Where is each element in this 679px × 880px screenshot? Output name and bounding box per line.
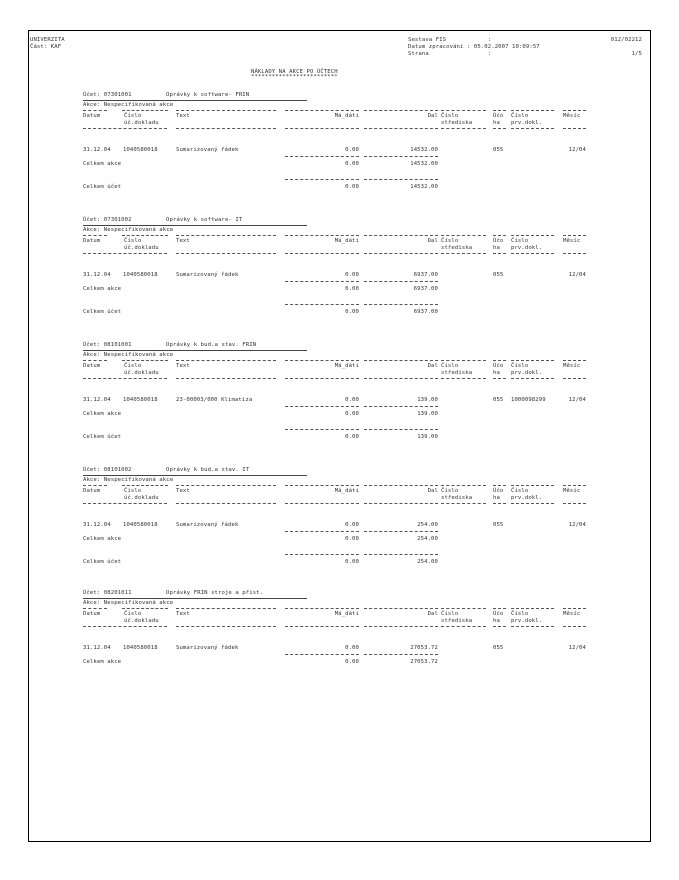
action-label: Akce: Nespecifikovaná akce bbox=[83, 477, 174, 483]
row-text: Sumarizovaný řádek bbox=[176, 272, 239, 278]
account-name: Oprávky k software- FRIN bbox=[166, 92, 250, 98]
column-header-credit: Dal bbox=[427, 488, 438, 494]
header-rule-prv bbox=[511, 253, 554, 254]
header-rule-ucet bbox=[493, 378, 506, 379]
account-underline bbox=[83, 598, 307, 599]
col-rule-md bbox=[285, 608, 359, 609]
col-rule-stredisko bbox=[441, 608, 486, 609]
column-header-text: Text bbox=[176, 488, 190, 494]
col-rule-datum bbox=[83, 110, 107, 111]
account-total-rule-md bbox=[285, 304, 359, 305]
column-header-center-sub: střediska bbox=[441, 618, 473, 624]
col-rule-md bbox=[285, 485, 359, 486]
row-account: 055 bbox=[493, 397, 504, 403]
col-rule-dal bbox=[364, 235, 438, 236]
col-rule-dal bbox=[364, 110, 438, 111]
col-rule-stredisko bbox=[441, 235, 486, 236]
row-month: 12/04 bbox=[568, 645, 586, 651]
col-rule-doklad bbox=[122, 608, 168, 609]
col-rule-dal bbox=[364, 360, 438, 361]
header-rule-left bbox=[83, 128, 167, 129]
col-rule-datum bbox=[83, 485, 107, 486]
header-rule-mesic bbox=[563, 378, 586, 379]
column-header-center-sub: střediska bbox=[441, 495, 473, 501]
account-total-rule-dal bbox=[364, 554, 438, 555]
row-account: 055 bbox=[493, 147, 504, 153]
column-header-doc-number-sub: úč.dokladu bbox=[124, 120, 159, 126]
column-header-primary-doc-sub: prv.dokl. bbox=[511, 495, 543, 501]
column-header-credit: Dal bbox=[427, 363, 438, 369]
action-total-debit: 0.00 bbox=[345, 659, 359, 665]
row-account: 055 bbox=[493, 522, 504, 528]
col-rule-mesic bbox=[563, 110, 586, 111]
column-header-account-sub: ha bbox=[493, 495, 500, 501]
column-header-primary-doc-sub: prv.dokl. bbox=[511, 618, 543, 624]
account-total-credit: 139.00 bbox=[417, 434, 438, 440]
processing-date: Datum zpracování : 05.02.2007 10:09:57 bbox=[408, 44, 540, 50]
column-header-center-sub: střediska bbox=[441, 245, 473, 251]
row-account: 055 bbox=[493, 272, 504, 278]
col-rule-text bbox=[176, 110, 276, 111]
column-header-text: Text bbox=[176, 363, 190, 369]
action-total-rule-dal bbox=[364, 156, 438, 157]
account-name: Oprávky FRIN stroje a přist. bbox=[166, 590, 264, 596]
col-rule-prv bbox=[511, 110, 554, 111]
column-header-debit: Má_dáti bbox=[334, 113, 359, 119]
col-rule-md bbox=[285, 235, 359, 236]
action-total-rule-md bbox=[285, 654, 359, 655]
row-doc-number: 1040580018 bbox=[123, 397, 158, 403]
action-total-label: Celkem akce bbox=[83, 161, 122, 167]
action-total-rule-dal bbox=[364, 406, 438, 407]
column-header-center-sub: střediska bbox=[441, 370, 473, 376]
account-name: Oprávky k bud.a stav. FRIN bbox=[166, 342, 257, 348]
column-header-account: Účo bbox=[493, 611, 504, 617]
col-rule-stredisko bbox=[441, 360, 486, 361]
header-rule-mesic bbox=[563, 626, 586, 627]
col-rule-doklad bbox=[122, 360, 168, 361]
row-doc-number: 1040580018 bbox=[123, 272, 158, 278]
col-rule-mesic bbox=[563, 235, 586, 236]
row-date: 31.12.04 bbox=[83, 272, 111, 278]
action-total-rule-dal bbox=[364, 531, 438, 532]
col-rule-text bbox=[176, 360, 276, 361]
column-header-date: Datum bbox=[83, 238, 101, 244]
column-header-date: Datum bbox=[83, 611, 101, 617]
col-rule-dal bbox=[364, 608, 438, 609]
action-total-rule-md bbox=[285, 531, 359, 532]
col-rule-ucet bbox=[493, 608, 506, 609]
page-colon: : bbox=[488, 51, 492, 57]
action-total-debit: 0.00 bbox=[345, 161, 359, 167]
column-header-month: Měsíc bbox=[563, 611, 581, 617]
column-header-primary-doc-sub: prv.dokl. bbox=[511, 370, 543, 376]
row-date: 31.12.04 bbox=[83, 147, 111, 153]
account-total-rule-dal bbox=[364, 304, 438, 305]
header-rule-mesic bbox=[563, 128, 586, 129]
column-header-primary-doc-sub: prv.dokl. bbox=[511, 120, 543, 126]
header-rule-ucet bbox=[493, 503, 506, 504]
row-month: 12/04 bbox=[568, 522, 586, 528]
row-text: Sumarizovaný řádek bbox=[176, 522, 239, 528]
account-underline bbox=[83, 225, 307, 226]
account-total-label: Celkem účet bbox=[83, 309, 122, 315]
column-header-doc-number-sub: úč.dokladu bbox=[124, 495, 159, 501]
department-label: Část: KAF bbox=[30, 44, 62, 50]
column-header-primary-doc-sub: prv.dokl. bbox=[511, 245, 543, 251]
column-header-primary-doc: Číslo bbox=[511, 363, 529, 369]
report-title: NÁKLADY NA AKCE PO ÚČTECH bbox=[251, 69, 338, 75]
action-total-label: Celkem akce bbox=[83, 411, 122, 417]
report-id-label: Sestava FIS bbox=[408, 37, 447, 43]
account-total-rule-md bbox=[285, 554, 359, 555]
column-header-debit: Má_dáti bbox=[334, 611, 359, 617]
header-rule-mesic bbox=[563, 503, 586, 504]
col-rule-prv bbox=[511, 485, 554, 486]
column-header-account: Účo bbox=[493, 363, 504, 369]
col-rule-ucet bbox=[493, 360, 506, 361]
account-name: Oprávky k software- IT bbox=[166, 217, 243, 223]
row-doc-number: 1040580018 bbox=[123, 147, 158, 153]
column-header-primary-doc: Číslo bbox=[511, 113, 529, 119]
column-header-center: Číslo bbox=[441, 488, 459, 494]
header-rule-ucet bbox=[493, 253, 506, 254]
row-date: 31.12.04 bbox=[83, 397, 111, 403]
col-rule-md bbox=[285, 360, 359, 361]
row-text: Sumarizovaný řádek bbox=[176, 147, 239, 153]
column-header-credit: Dal bbox=[427, 113, 438, 119]
column-header-center: Číslo bbox=[441, 238, 459, 244]
header-rule-ucet bbox=[493, 128, 506, 129]
report-id-colon: : bbox=[488, 37, 492, 43]
action-total-credit: 14532.00 bbox=[410, 161, 438, 167]
action-total-label: Celkem akce bbox=[83, 286, 122, 292]
column-header-account-sub: ha bbox=[493, 370, 500, 376]
column-header-doc-number: Číslo bbox=[124, 238, 142, 244]
action-total-credit: 27053.72 bbox=[410, 659, 438, 665]
account-name: Oprávky k bud.a stav. IT bbox=[166, 467, 250, 473]
column-header-account: Účo bbox=[493, 238, 504, 244]
header-rule-text bbox=[176, 378, 276, 379]
column-header-date: Datum bbox=[83, 113, 101, 119]
row-month: 12/04 bbox=[568, 147, 586, 153]
column-header-debit: Má_dáti bbox=[334, 363, 359, 369]
account-total-rule-dal bbox=[364, 429, 438, 430]
header-rule-dal bbox=[364, 378, 438, 379]
col-rule-stredisko bbox=[441, 110, 486, 111]
column-header-month: Měsíc bbox=[563, 488, 581, 494]
col-rule-mesic bbox=[563, 608, 586, 609]
col-rule-ucet bbox=[493, 110, 506, 111]
col-rule-stredisko bbox=[441, 485, 486, 486]
header-rule-stredisko bbox=[441, 626, 486, 627]
col-rule-ucet bbox=[493, 485, 506, 486]
row-text: 23-00003/000 Klimatiza bbox=[176, 397, 253, 403]
column-header-doc-number: Číslo bbox=[124, 611, 142, 617]
account-total-rule-dal bbox=[364, 179, 438, 180]
page-label: Strana bbox=[408, 51, 429, 57]
col-rule-doklad bbox=[122, 110, 168, 111]
column-header-text: Text bbox=[176, 113, 190, 119]
header-rule-dal bbox=[364, 626, 438, 627]
header-rule-prv bbox=[511, 503, 554, 504]
account-total-label: Celkem účet bbox=[83, 184, 122, 190]
col-rule-datum bbox=[83, 360, 107, 361]
account-underline bbox=[83, 100, 307, 101]
header-rule-dal bbox=[364, 503, 438, 504]
account-total-credit: 254.00 bbox=[417, 559, 438, 565]
row-credit: 139.00 bbox=[417, 397, 438, 403]
col-rule-prv bbox=[511, 360, 554, 361]
row-debit: 0.00 bbox=[345, 397, 359, 403]
col-rule-text bbox=[176, 235, 276, 236]
header-rule-prv bbox=[511, 378, 554, 379]
row-text: Sumarizovaný řádek bbox=[176, 645, 239, 651]
column-header-month: Měsíc bbox=[563, 238, 581, 244]
action-total-debit: 0.00 bbox=[345, 536, 359, 542]
column-header-month: Měsíc bbox=[563, 363, 581, 369]
header-rule-md bbox=[285, 503, 359, 504]
action-total-rule-md bbox=[285, 406, 359, 407]
header-rule-mesic bbox=[563, 253, 586, 254]
action-total-rule-md bbox=[285, 281, 359, 282]
action-label: Akce: Nespecifikovaná akce bbox=[83, 227, 174, 233]
column-header-text: Text bbox=[176, 238, 190, 244]
row-credit: 254.00 bbox=[417, 522, 438, 528]
column-header-text: Text bbox=[176, 611, 190, 617]
column-header-debit: Má_dáti bbox=[334, 238, 359, 244]
col-rule-doklad bbox=[122, 235, 168, 236]
col-rule-text bbox=[176, 608, 276, 609]
action-total-debit: 0.00 bbox=[345, 411, 359, 417]
action-total-rule-md bbox=[285, 156, 359, 157]
column-header-account-sub: ha bbox=[493, 245, 500, 251]
header-rule-stredisko bbox=[441, 503, 486, 504]
col-rule-ucet bbox=[493, 235, 506, 236]
header-rule-ucet bbox=[493, 626, 506, 627]
action-label: Akce: Nespecifikovaná akce bbox=[83, 600, 174, 606]
action-total-credit: 254.00 bbox=[417, 536, 438, 542]
action-label: Akce: Nespecifikovaná akce bbox=[83, 352, 174, 358]
account-total-rule-md bbox=[285, 429, 359, 430]
column-header-doc-number-sub: úč.dokladu bbox=[124, 370, 159, 376]
column-header-doc-number: Číslo bbox=[124, 363, 142, 369]
row-credit: 6937.00 bbox=[413, 272, 438, 278]
row-doc-number: 1040580018 bbox=[123, 522, 158, 528]
row-doc-number: 1040580018 bbox=[123, 645, 158, 651]
account-total-debit: 0.00 bbox=[345, 434, 359, 440]
col-rule-dal bbox=[364, 485, 438, 486]
header-rule-prv bbox=[511, 128, 554, 129]
action-total-rule-dal bbox=[364, 281, 438, 282]
header-rule-text bbox=[176, 128, 276, 129]
column-header-center: Číslo bbox=[441, 363, 459, 369]
organization-name: UNIVERZITA bbox=[30, 37, 65, 43]
col-rule-text bbox=[176, 485, 276, 486]
account-number: Účet: 07301002 bbox=[83, 217, 132, 223]
header-rule-md bbox=[285, 253, 359, 254]
report-id-value: 012/02212 bbox=[610, 37, 642, 43]
header-rule-stredisko bbox=[441, 253, 486, 254]
column-header-account: Účo bbox=[493, 488, 504, 494]
action-total-credit: 6937.00 bbox=[413, 286, 438, 292]
row-debit: 0.00 bbox=[345, 645, 359, 651]
header-rule-prv bbox=[511, 626, 554, 627]
account-total-rule-md bbox=[285, 179, 359, 180]
row-date: 31.12.04 bbox=[83, 522, 111, 528]
header-rule-md bbox=[285, 626, 359, 627]
account-total-debit: 0.00 bbox=[345, 184, 359, 190]
row-date: 31.12.04 bbox=[83, 645, 111, 651]
col-rule-prv bbox=[511, 608, 554, 609]
action-total-rule-dal bbox=[364, 654, 438, 655]
column-header-doc-number: Číslo bbox=[124, 113, 142, 119]
col-rule-datum bbox=[83, 235, 107, 236]
account-number: Účet: 08101002 bbox=[83, 467, 132, 473]
row-debit: 0.00 bbox=[345, 522, 359, 528]
header-rule-left bbox=[83, 253, 167, 254]
account-total-credit: 14532.00 bbox=[410, 184, 438, 190]
column-header-center: Číslo bbox=[441, 113, 459, 119]
account-total-debit: 0.00 bbox=[345, 559, 359, 565]
account-total-label: Celkem účet bbox=[83, 559, 122, 565]
action-total-label: Celkem akce bbox=[83, 536, 122, 542]
header-rule-left bbox=[83, 626, 167, 627]
account-underline bbox=[83, 350, 307, 351]
col-rule-datum bbox=[83, 608, 107, 609]
action-total-credit: 139.00 bbox=[417, 411, 438, 417]
row-debit: 0.00 bbox=[345, 147, 359, 153]
report-title-underline: ************************* bbox=[251, 74, 338, 80]
header-rule-text bbox=[176, 253, 276, 254]
column-header-credit: Dal bbox=[427, 611, 438, 617]
account-total-debit: 0.00 bbox=[345, 309, 359, 315]
header-rule-text bbox=[176, 503, 276, 504]
account-underline bbox=[83, 475, 307, 476]
account-total-label: Celkem účet bbox=[83, 434, 122, 440]
account-total-credit: 6937.00 bbox=[413, 309, 438, 315]
row-month: 12/04 bbox=[568, 272, 586, 278]
header-rule-stredisko bbox=[441, 128, 486, 129]
row-account: 055 bbox=[493, 645, 504, 651]
column-header-date: Datum bbox=[83, 488, 101, 494]
row-month: 12/04 bbox=[568, 397, 586, 403]
column-header-account-sub: ha bbox=[493, 120, 500, 126]
account-number: Účet: 07301001 bbox=[83, 92, 132, 98]
page-number: 1/5 bbox=[631, 51, 642, 57]
column-header-center: Číslo bbox=[441, 611, 459, 617]
column-header-account: Účo bbox=[493, 113, 504, 119]
account-number: Účet: 08201011 bbox=[83, 590, 132, 596]
row-credit: 14532.00 bbox=[410, 147, 438, 153]
col-rule-doklad bbox=[122, 485, 168, 486]
column-header-primary-doc: Číslo bbox=[511, 238, 529, 244]
column-header-account-sub: ha bbox=[493, 618, 500, 624]
row-debit: 0.00 bbox=[345, 272, 359, 278]
column-header-credit: Dal bbox=[427, 238, 438, 244]
column-header-month: Měsíc bbox=[563, 113, 581, 119]
column-header-debit: Má_dáti bbox=[334, 488, 359, 494]
col-rule-mesic bbox=[563, 360, 586, 361]
action-total-label: Celkem akce bbox=[83, 659, 122, 665]
column-header-primary-doc: Číslo bbox=[511, 611, 529, 617]
header-rule-left bbox=[83, 378, 167, 379]
column-header-doc-number-sub: úč.dokladu bbox=[124, 245, 159, 251]
row-primary-doc: 1000098299 bbox=[511, 397, 546, 403]
header-rule-dal bbox=[364, 128, 438, 129]
account-number: Účet: 08101001 bbox=[83, 342, 132, 348]
action-total-debit: 0.00 bbox=[345, 286, 359, 292]
col-rule-md bbox=[285, 110, 359, 111]
column-header-date: Datum bbox=[83, 363, 101, 369]
row-credit: 27053.72 bbox=[410, 645, 438, 651]
header-rule-md bbox=[285, 378, 359, 379]
header-rule-md bbox=[285, 128, 359, 129]
action-label: Akce: Nespecifikovaná akce bbox=[83, 102, 174, 108]
column-header-doc-number-sub: úč.dokladu bbox=[124, 618, 159, 624]
column-header-center-sub: střediska bbox=[441, 120, 473, 126]
header-rule-stredisko bbox=[441, 378, 486, 379]
col-rule-mesic bbox=[563, 485, 586, 486]
header-rule-left bbox=[83, 503, 167, 504]
col-rule-prv bbox=[511, 235, 554, 236]
header-rule-dal bbox=[364, 253, 438, 254]
column-header-doc-number: Číslo bbox=[124, 488, 142, 494]
header-rule-text bbox=[176, 626, 276, 627]
column-header-primary-doc: Číslo bbox=[511, 488, 529, 494]
